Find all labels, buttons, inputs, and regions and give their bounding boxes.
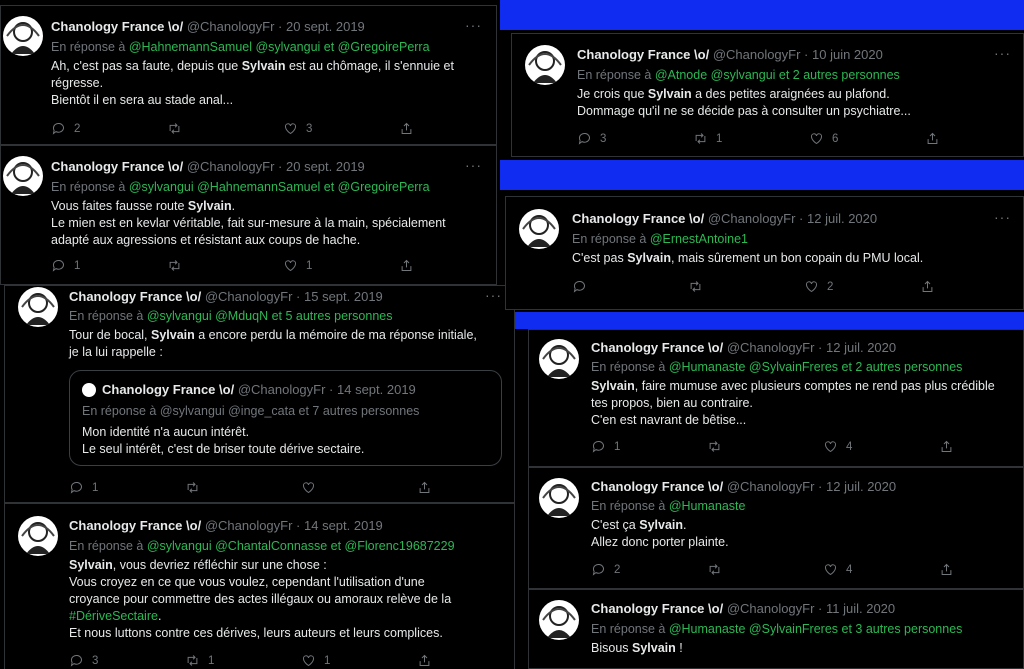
reply-prefix: En réponse à bbox=[577, 68, 652, 82]
reply-prefix: En réponse à bbox=[591, 499, 666, 513]
share-icon bbox=[417, 653, 432, 668]
reply-prefix: En réponse à bbox=[69, 539, 144, 553]
retweet-button[interactable] bbox=[185, 480, 301, 495]
retweet-button[interactable] bbox=[707, 562, 823, 577]
tweet-date[interactable]: 12 juil. 2020 bbox=[807, 211, 878, 226]
avatar[interactable] bbox=[3, 156, 43, 196]
like-button[interactable]: 4 bbox=[823, 439, 939, 454]
author-name[interactable]: Chanology France \o/ bbox=[591, 479, 724, 494]
reply-button[interactable]: 1 bbox=[591, 439, 707, 454]
more-icon[interactable]: ··· bbox=[465, 157, 482, 173]
tweet-date[interactable]: 14 sept. 2019 bbox=[304, 518, 383, 533]
heart-icon bbox=[301, 653, 316, 668]
retweet-button[interactable]: 1 bbox=[693, 131, 809, 146]
reply-button[interactable]: 1 bbox=[51, 258, 167, 273]
quote-author-name: Chanology France \o/ bbox=[102, 382, 235, 397]
quote-date: 14 sept. 2019 bbox=[337, 382, 416, 397]
like-button[interactable] bbox=[301, 480, 417, 495]
tweet-date[interactable]: 20 sept. 2019 bbox=[286, 159, 365, 174]
reply-icon bbox=[69, 480, 84, 495]
tweet-actions bbox=[591, 439, 1024, 454]
reply-icon bbox=[591, 439, 606, 454]
quoted-tweet[interactable]: Chanology France \o/ @ChanologyFr · 14 sept. 2019 En réponse à @sylvangui @inge_cata et 7 autres personnes Mon identité n'a aucun intérêt. Le seul intérêt, c'est de briser toute dérive sectaire. bbox=[69, 370, 502, 466]
share-icon bbox=[939, 439, 954, 454]
share-button[interactable] bbox=[399, 121, 497, 136]
reply-icon bbox=[577, 131, 592, 146]
retweet-icon bbox=[688, 279, 703, 294]
heart-icon bbox=[823, 439, 838, 454]
tweet-text: Bisous Sylvain ! bbox=[591, 641, 683, 655]
author-name[interactable]: Chanology France \o/ bbox=[591, 340, 724, 355]
tweet-text: Sylvain, faire mumuse avec plusieurs comptes ne rend pas plus crédible tes propos, bien au contraire. C'en est navrant de bêtise... bbox=[591, 379, 995, 427]
author-handle[interactable]: @ChanologyFr bbox=[204, 518, 293, 533]
name-highlight: Sylvain bbox=[632, 641, 676, 655]
reply-prefix: En réponse à bbox=[591, 622, 666, 636]
heart-icon bbox=[283, 121, 298, 136]
tweet-actions bbox=[51, 258, 497, 273]
reply-mentions[interactable]: @Humanaste @SylvainFreres et 3 autres personnes bbox=[668, 622, 963, 636]
retweet-button[interactable] bbox=[688, 279, 804, 294]
avatar[interactable] bbox=[525, 45, 565, 85]
reply-prefix: En réponse à bbox=[51, 40, 126, 54]
reply-button[interactable]: 2 bbox=[591, 562, 707, 577]
like-button[interactable]: 6 bbox=[809, 131, 925, 146]
tweet-actions bbox=[577, 131, 1024, 146]
tweet-text: C'est ça Sylvain. Allez donc porter plainte. bbox=[591, 518, 729, 549]
author-name[interactable]: Chanology France \o/ bbox=[577, 47, 710, 62]
retweet-icon bbox=[707, 439, 722, 454]
author-name[interactable]: Chanology France \o/ bbox=[69, 289, 202, 304]
tweet-actions bbox=[51, 121, 497, 136]
share-button[interactable] bbox=[417, 480, 515, 495]
tweet-date[interactable]: 12 juil. 2020 bbox=[826, 340, 897, 355]
reply-button[interactable]: 3 bbox=[577, 131, 693, 146]
quote-mentions: @sylvangui @inge_cata et 7 autres personnes bbox=[159, 404, 420, 418]
retweet-icon bbox=[185, 653, 200, 668]
reply-mentions[interactable]: @ErnestAntoine1 bbox=[649, 232, 749, 246]
quote-author-handle: @ChanologyFr bbox=[237, 382, 326, 397]
heart-icon bbox=[823, 562, 838, 577]
retweet-button[interactable]: 1 bbox=[185, 653, 301, 668]
tweet-text: Sylvain, vous devriez réfléchir sur une chose : Vous croyez en ce que vous voulez, cependant l'utilisation d'une croyance pour commettre des actes illégaux ou amoraux relève de la #DériveSectaire. Et nous luttons contre ces dérives, leurs auteurs et leurs complices. bbox=[69, 558, 452, 640]
hashtag-link[interactable]: #DériveSectaire bbox=[69, 609, 158, 623]
heart-icon bbox=[804, 279, 819, 294]
like-button[interactable]: 1 bbox=[301, 653, 417, 668]
author-handle[interactable]: @ChanologyFr bbox=[186, 159, 275, 174]
retweet-icon bbox=[167, 121, 182, 136]
like-button[interactable]: 3 bbox=[283, 121, 399, 136]
share-button[interactable] bbox=[417, 653, 515, 668]
share-button[interactable] bbox=[939, 439, 1024, 454]
share-icon bbox=[417, 480, 432, 495]
tweet-card[interactable]: Chanology France \o/ @ChanologyFr · 14 sept. 2019 En réponse à @sylvangui @ChantalConnasse et @Florenc19687229 Sylvain, vous devriez réfléchir sur une chose : Vous croyez en ce que vous voulez, cependant l'utilisation d'une croyance pour commettre des actes illégaux ou amoraux relève de la #DériveSectaire. Et nous luttons contre ces dérives, leurs auteurs et leurs complices. 3 1 1 bbox=[4, 503, 515, 669]
heart-icon bbox=[809, 131, 824, 146]
quote-reply-prefix: En réponse à bbox=[82, 404, 157, 418]
avatar[interactable] bbox=[539, 339, 579, 379]
tweet-card[interactable]: Chanology France \o/ @ChanologyFr · 20 sept. 2019 ··· En réponse à @HahnemannSamuel @sylvangui et @GregoirePerra Ah, c'est pas sa faute, depuis que Sylvain est au chômage, il s'ennuie et régresse. Bientôt il en sera au stade anal... 2 3 bbox=[0, 5, 497, 145]
more-icon[interactable]: ··· bbox=[994, 209, 1011, 225]
reply-mentions[interactable]: @sylvangui @MduqN et 5 autres personnes bbox=[146, 309, 393, 323]
heart-icon bbox=[283, 258, 298, 273]
author-handle[interactable]: @ChanologyFr bbox=[726, 479, 815, 494]
share-button[interactable] bbox=[939, 562, 1024, 577]
author-handle[interactable]: @ChanologyFr bbox=[726, 601, 815, 616]
like-button[interactable]: 2 bbox=[804, 279, 920, 294]
avatar[interactable] bbox=[18, 287, 58, 327]
retweet-icon bbox=[185, 480, 200, 495]
name-highlight: Sylvain bbox=[591, 379, 635, 393]
blue-bar-low bbox=[500, 312, 1024, 329]
reply-mentions[interactable]: @sylvangui @ChantalConnasse et @Florenc19687229 bbox=[146, 539, 455, 553]
reply-button[interactable]: 1 bbox=[69, 480, 185, 495]
reply-mentions[interactable]: @Humanaste bbox=[668, 499, 746, 513]
tweet-text: Tour de bocal, Sylvain a encore perdu la mémoire de ma réponse initiale, je la lui rappelle : bbox=[69, 328, 477, 359]
retweet-icon bbox=[693, 131, 708, 146]
share-icon bbox=[399, 258, 414, 273]
tweet-date[interactable]: 20 sept. 2019 bbox=[286, 19, 365, 34]
name-highlight: Sylvain bbox=[627, 251, 671, 265]
tweet-actions bbox=[69, 653, 515, 668]
avatar[interactable] bbox=[539, 600, 579, 640]
tweet-date[interactable]: 11 juil. 2020 bbox=[826, 601, 896, 616]
reply-prefix: En réponse à bbox=[591, 360, 666, 374]
reply-mentions[interactable]: @Humanaste @SylvainFreres et 2 autres personnes bbox=[668, 360, 963, 374]
author-name[interactable]: Chanology France \o/ bbox=[591, 601, 724, 616]
tweet-card[interactable]: Chanology France \o/ @ChanologyFr · 20 sept. 2019 ··· En réponse à @sylvangui @HahnemannSamuel et @GregoirePerra Vous faites fausse route Sylvain. Le mien est en kevlar véritable, fait sur-mesure à la main, spécialement adapté aux agressions et résistant aux coups de hache. 1 1 bbox=[0, 145, 497, 285]
retweet-button[interactable] bbox=[167, 121, 283, 136]
tweet-text: Vous faites fausse route Sylvain. Le mien est en kevlar véritable, fait sur-mesure à la main, spécialement adapté aux agressions et résistant aux coups de hache. bbox=[51, 199, 446, 247]
reply-button[interactable] bbox=[572, 279, 688, 294]
author-handle[interactable]: @ChanologyFr bbox=[712, 47, 801, 62]
more-icon[interactable]: ··· bbox=[465, 17, 482, 33]
reply-icon bbox=[51, 258, 66, 273]
name-highlight: Sylvain bbox=[241, 59, 286, 73]
author-handle[interactable]: @ChanologyFr bbox=[204, 289, 293, 304]
share-icon bbox=[925, 131, 940, 146]
reply-prefix: En réponse à bbox=[572, 232, 647, 246]
tweet-text: Ah, c'est pas sa faute, depuis que Sylvain est au chômage, il s'ennuie et régresse. Bientôt il en sera au stade anal... bbox=[51, 59, 454, 107]
retweet-button[interactable] bbox=[167, 258, 283, 273]
name-highlight: Sylvain bbox=[151, 328, 195, 342]
name-highlight: Sylvain bbox=[639, 518, 684, 532]
avatar[interactable] bbox=[3, 16, 43, 56]
quote-text: Mon identité n'a aucun intérêt. Le seul intérêt, c'est de briser toute dérive sectaire. bbox=[82, 425, 365, 456]
tweet-actions bbox=[69, 480, 515, 495]
tweet-text: C'est pas Sylvain, mais sûrement un bon copain du PMU local. bbox=[572, 251, 924, 265]
tweet-card[interactable]: Chanology France \o/ @ChanologyFr · 12 juil. 2020 En réponse à @Humanaste @SylvainFreres et 2 autres personnes Sylvain, faire mumuse avec plusieurs comptes ne rend pas plus crédible tes propos, bien au contraire. C'en est navrant de bêtise... 1 4 bbox=[528, 329, 1024, 467]
retweet-icon bbox=[707, 562, 722, 577]
blue-bar-mid bbox=[500, 160, 1024, 190]
more-icon[interactable]: ··· bbox=[994, 45, 1011, 61]
author-name[interactable]: Chanology France \o/ bbox=[51, 19, 184, 34]
reply-mentions[interactable]: @HahnemannSamuel @sylvangui et @GregoirePerra bbox=[128, 40, 430, 54]
share-icon bbox=[399, 121, 414, 136]
reply-button[interactable]: 3 bbox=[69, 653, 185, 668]
retweet-button[interactable] bbox=[707, 439, 823, 454]
heart-icon bbox=[301, 480, 316, 495]
tweet-text: Je crois que Sylvain a des petites araignées au plafond. Dommage qu'il ne se décide pas à consulter un psychiatre... bbox=[577, 87, 911, 118]
reply-icon bbox=[572, 279, 587, 294]
tweet-card[interactable]: Chanology France \o/ @ChanologyFr · 11 juil. 2020 En réponse à @Humanaste @SylvainFreres et 3 autres personnes Bisous Sylvain ! bbox=[528, 589, 1024, 669]
tweet-card[interactable]: Chanology France \o/ @ChanologyFr · 10 juin 2020 ··· En réponse à @Atnode @sylvangui et 2 autres personnes Je crois que Sylvain a des petites araignées au plafond. Dommage qu'il ne se décide pas à consulter un psychiatre... 3 1 6 bbox=[511, 33, 1024, 157]
reply-mentions[interactable]: @Atnode @sylvangui et 2 autres personnes bbox=[654, 68, 900, 82]
reply-icon bbox=[591, 562, 606, 577]
avatar[interactable] bbox=[18, 516, 58, 556]
tweet-card[interactable]: Chanology France \o/ @ChanologyFr · 15 sept. 2019 ··· En réponse à @sylvangui @MduqN et 5 autres personnes Tour de bocal, Sylvain a encore perdu la mémoire de ma réponse initiale, je la lui rappelle : Chanology France \o/ @ChanologyFr · 14 sept. 2019 En réponse à @sylvangui @inge_cata et 7 autres personnes Mon identité n'a aucun intérêt. Le seul intérêt, c'est de briser toute dérive sectaire. 1 bbox=[4, 285, 515, 503]
name-highlight: Sylvain bbox=[69, 558, 113, 572]
like-button[interactable]: 1 bbox=[283, 258, 399, 273]
tweet-card[interactable]: Chanology France \o/ @ChanologyFr · 12 juil. 2020 ··· En réponse à @ErnestAntoine1 C'est pas Sylvain, mais sûrement un bon copain du PMU local. 2 bbox=[505, 196, 1024, 310]
share-button[interactable] bbox=[399, 258, 497, 273]
name-highlight: Sylvain bbox=[647, 87, 692, 101]
more-icon[interactable]: ··· bbox=[485, 287, 502, 303]
author-handle[interactable]: @ChanologyFr bbox=[726, 340, 815, 355]
tweet-date[interactable]: 10 juin 2020 bbox=[812, 47, 883, 62]
share-button[interactable] bbox=[925, 131, 1024, 146]
tweet-actions bbox=[572, 279, 1024, 294]
share-icon bbox=[939, 562, 954, 577]
author-handle[interactable]: @ChanologyFr bbox=[707, 211, 796, 226]
author-handle[interactable]: @ChanologyFr bbox=[186, 19, 275, 34]
reply-icon bbox=[51, 121, 66, 136]
like-button[interactable]: 4 bbox=[823, 562, 939, 577]
avatar[interactable] bbox=[519, 209, 559, 249]
reply-button[interactable]: 2 bbox=[51, 121, 167, 136]
reply-prefix: En réponse à bbox=[69, 309, 144, 323]
share-button[interactable] bbox=[920, 279, 1024, 294]
reply-mentions[interactable]: @sylvangui @HahnemannSamuel et @GregoirePerra bbox=[128, 180, 430, 194]
reply-icon bbox=[69, 653, 84, 668]
tweet-card[interactable]: Chanology France \o/ @ChanologyFr · 12 juil. 2020 En réponse à @Humanaste C'est ça Sylvain. Allez donc porter plainte. 2 4 bbox=[528, 467, 1024, 589]
tweet-actions bbox=[591, 562, 1024, 577]
reply-prefix: En réponse à bbox=[51, 180, 126, 194]
blue-bar-top bbox=[500, 0, 1024, 30]
author-name[interactable]: Chanology France \o/ bbox=[51, 159, 184, 174]
quote-avatar bbox=[82, 383, 96, 397]
retweet-icon bbox=[167, 258, 182, 273]
author-name[interactable]: Chanology France \o/ bbox=[69, 518, 202, 533]
avatar[interactable] bbox=[539, 478, 579, 518]
share-icon bbox=[920, 279, 935, 294]
author-name[interactable]: Chanology France \o/ bbox=[572, 211, 705, 226]
tweet-date[interactable]: 15 sept. 2019 bbox=[304, 289, 383, 304]
name-highlight: Sylvain bbox=[187, 199, 232, 213]
tweet-date[interactable]: 12 juil. 2020 bbox=[826, 479, 897, 494]
